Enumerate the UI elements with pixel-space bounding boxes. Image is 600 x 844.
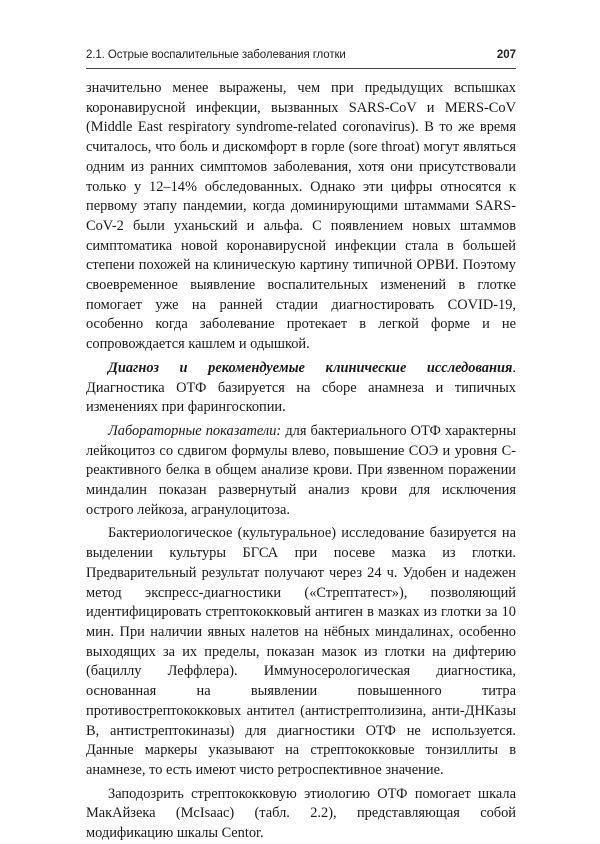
- running-head: [86, 49, 516, 67]
- diagnosis-heading: Диагноз и рекомендуемые клинические исследования: [108, 359, 513, 376]
- paragraph-lab-tests: [86, 422, 516, 521]
- paragraph-diagnosis: [86, 359, 516, 418]
- paragraph-covid-symptoms: значительно менее выражены, чем при предыдущих вспышках коронавирусной инфекции, вызванных SARS-CoV и MERS-CoV (Middle East respiratory syndrome-related coronavirus). В то же время считалось, что боль и дискомфорт в горле (sore throat) могут являться одним из ранних симптомов заболевания, хотя они присутствовали только у 12–14% обследованных. Однако эти цифры относятся к первому этапу пандемии, когда доминирующими штаммами SARS-CoV-2 были уханьский и альфа. С появлением новых штаммов симптоматика новой коронавирусной инфекции стала в большей степени похожей на клиническую картину типичной ОРВИ. Поэтому своевременное выявление воспалительных изменений в глотке помогает уже на ранней стадии диагностировать COVID-19, особенно когда заболевание протекает в легкой форме и не сопровождается кашлем и одышкой.: [86, 80, 516, 353]
- chapter-title: 2.1. Острые воспалительные заболевания глотки: [86, 49, 346, 61]
- diagnosis-text: . Диагностика ОТФ базируется на сборе анамнеза и типичных изменениях при фарингоскопии.: [86, 359, 516, 416]
- page-number: 207: [496, 49, 516, 61]
- header-rule: [86, 68, 516, 69]
- body-text: [86, 79, 516, 844]
- lab-tests-text: для бактериального ОТФ характерны лейкоцитоз со сдвигом формулы влево, повышение СОЭ и уровня C-реактивного белка в общем анализе крови. При язвенном поражении миндалин показан развернутый анализ крови для исключения острого лейкоза, агранулоцитоза.: [86, 422, 516, 518]
- paragraph-mcisaac-scale: Заподозрить стрептококковую этиологию ОТФ помогает шкала МакАйзека (McIsaac) (табл. 2.2), представляющая собой модификацию шкалы Centor.: [86, 785, 516, 842]
- lab-tests-heading: Лабораторные показатели:: [108, 422, 282, 439]
- paragraph-bacteriology: Бактериологическое (культуральное) исследование базируется на выделении культуры БГСА при посеве мазка из глотки. Предварительный результат получают через 24 ч. Удобен и надежен метод экспресс-диагностики («Стрептатест»), позволяющий идентифицировать стрептококковый антиген в мазках из глотки за 10 мин. При наличии явных налетов на нёбных миндалинах, особенно выходящих за их пределы, показан мазок из глотки на дифтерию (бациллу Леффлера). Иммуносерологическая диагностика, основанная на выявлении повышенного титра противострептококковых антител (антистрептолизина, анти-ДНКазы В, антистрептокиназы) для диагностики ОТФ не используется. Данные маркеры указывают на стрептококковые тонзиллиты в анамнезе, то есть имеют чисто ретроспективное значение.: [86, 525, 516, 778]
